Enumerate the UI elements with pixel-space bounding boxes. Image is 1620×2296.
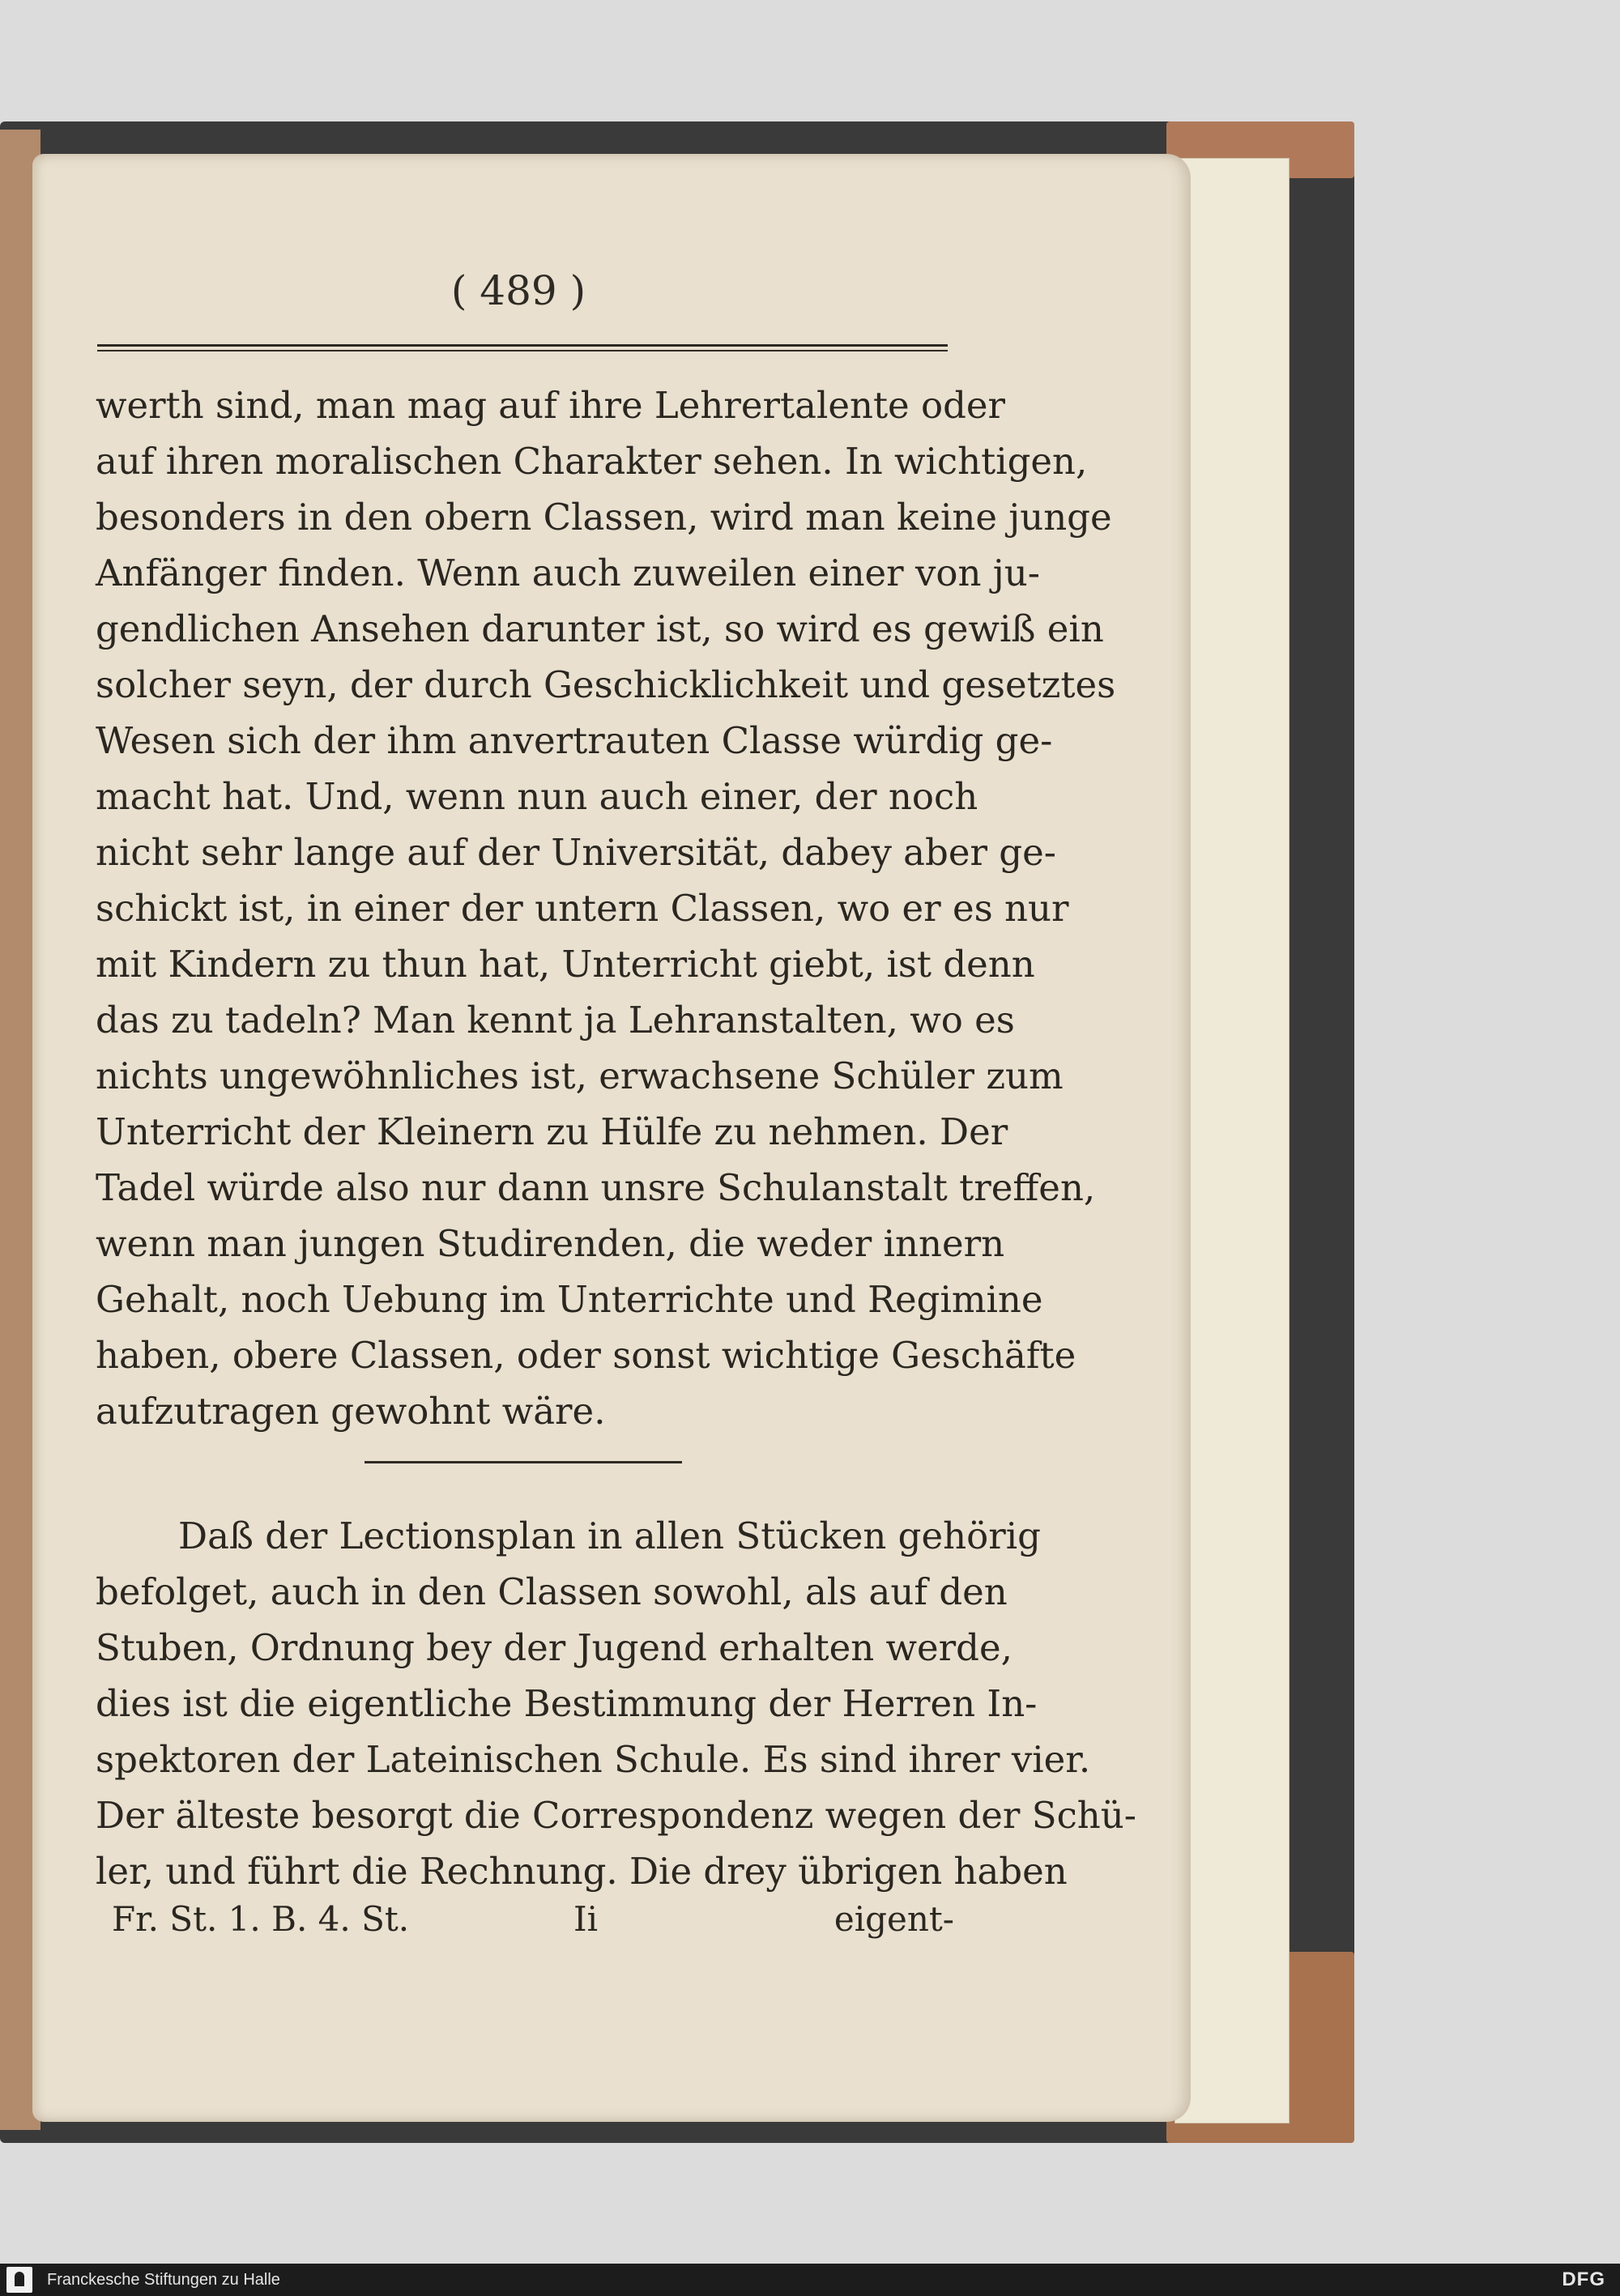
page-number: ( 489 ) [450, 267, 586, 314]
text-line: Tadel würde also nur dann unsre Schulanstalt treffen, [96, 1166, 1096, 1209]
paragraph-1 [96, 377, 1116, 1439]
text-line: ler, und führt die Rechnung. Die drey übrigen haben [96, 1850, 1068, 1893]
text-line: Stuben, Ordnung bey der Jugend erhalten werde, [96, 1626, 1013, 1669]
text-line: spektoren der Lateinischen Schule. Es sind ihrer vier. [96, 1738, 1091, 1781]
text-line: werth sind, man mag auf ihre Lehrertalente oder [96, 384, 1006, 427]
text-line: Anfänger finden. Wenn auch zuweilen einer von ju- [96, 552, 1040, 594]
text-line: macht hat. Und, wenn nun auch einer, der noch [96, 775, 978, 818]
text-line: Der älteste besorgt die Correspondenz wegen der Schü- [96, 1794, 1136, 1837]
page-edges [1174, 158, 1290, 2123]
text-line: Wesen sich der ihm anvertrauten Classe würdig ge- [96, 719, 1053, 762]
gathering-mark: Ii [573, 1899, 599, 1939]
text-line: schickt ist, in einer der untern Classen, wo er es nur [96, 887, 1069, 930]
institution-name: Franckesche Stiftungen zu Halle [47, 2271, 280, 2289]
viewer-footer-bar [0, 2264, 1620, 2296]
catchword: eigent- [833, 1899, 954, 1939]
dfg-logo: DFG [1562, 2268, 1605, 2290]
signature-mark: Fr. St. 1. B. 4. St. [112, 1899, 410, 1939]
text-line: nicht sehr lange auf der Universität, dabey aber ge- [96, 831, 1056, 874]
text-line: Unterricht der Kleinern zu Hülfe zu nehmen. Der [96, 1110, 1008, 1153]
text-line: dies ist die eigentliche Bestimmung der Herren In- [96, 1682, 1038, 1725]
paragraph-2 [96, 1508, 1136, 1899]
text-line: nichts ungewöhnliches ist, erwachsene Schüler zum [96, 1054, 1064, 1097]
text-line: Gehalt, noch Uebung im Unterrichte und Regimine [96, 1278, 1043, 1321]
text-line: besonders in den obern Classen, wird man keine junge [96, 496, 1112, 539]
text-line: gendlichen Ansehen darunter ist, so wird es gewiß ein [96, 607, 1104, 650]
text-line: Daß der Lectionsplan in allen Stücken gehörig [178, 1514, 1041, 1557]
text-line: auf ihren moralischen Charakter sehen. In wichtigen, [96, 440, 1088, 483]
text-line: haben, obere Classen, oder sonst wichtige Geschäfte [96, 1334, 1076, 1377]
text-line: mit Kindern zu thun hat, Unterricht giebt, ist denn [96, 943, 1035, 986]
text-line: befolget, auch in den Classen sowohl, als auf den [96, 1570, 1008, 1613]
text-line: solcher seyn, der durch Geschicklichkeit und gesetztes [96, 663, 1116, 706]
text-line: aufzutragen gewohnt wäre. [96, 1390, 606, 1433]
text-line: wenn man jungen Studirenden, die weder innern [96, 1222, 1005, 1265]
institution-logo-icon [6, 2267, 32, 2293]
text-line: das zu tadeln? Man kennt ja Lehranstalten, wo es [96, 999, 1015, 1042]
section-divider [364, 1461, 682, 1463]
header-rule [97, 344, 948, 351]
page-footer [112, 1899, 954, 1948]
